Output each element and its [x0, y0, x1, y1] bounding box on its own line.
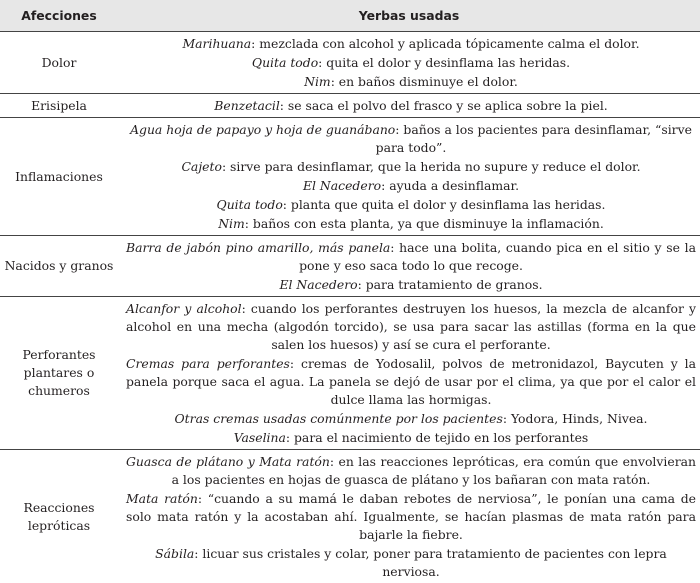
herb-entry — [126, 545, 696, 581]
affection-label: Dolor — [0, 32, 118, 94]
table-row-erisipela — [0, 94, 700, 118]
herb-name: Guasca de plátano y Mata ratón — [126, 454, 330, 469]
header-row — [0, 0, 700, 32]
herb-description: : planta que quita el dolor y desinflama las heridas. — [283, 197, 606, 212]
affection-label: Erisipela — [0, 94, 118, 118]
herb-description: : quita el dolor y desinflama las heridas. — [318, 55, 570, 70]
herb-description: : licuar sus cristales y colar, poner para tratamiento de pacientes con lepra nerviosa. — [194, 546, 667, 579]
affection-label: Reacciones lepróticas — [0, 450, 118, 583]
herb-description: : baños con esta planta, ya que disminuye la inflamación. — [245, 216, 604, 231]
herb-description: : Yodora, Hinds, Nivea. — [503, 411, 648, 426]
herb-entry — [126, 196, 696, 214]
herb-name: Benzetacil — [214, 98, 280, 113]
herbs-cell — [118, 94, 700, 118]
herbs-cell — [118, 236, 700, 297]
herb-entry — [126, 410, 696, 428]
herb-description: : en baños disminuye el dolor. — [331, 74, 518, 89]
table-row-perforantes — [0, 297, 700, 450]
herb-entry — [126, 300, 696, 354]
herb-name: Barra de jabón pino amarillo, más panela — [126, 240, 390, 255]
herb-description: : en las reacciones lepróticas, era común que envolvieran a los pacientes en hojas de guasca de plátano y los bañaran con mata ratón. — [172, 454, 696, 487]
herb-name: Agua hoja de papayo y hoja de guanábano — [130, 122, 395, 137]
herb-description: : hace una bolita, cuando pica en el sitio y se la pone y eso saca todo lo que recoge. — [299, 240, 696, 273]
herb-description: : para el nacimiento de tejido en los perforantes — [286, 430, 588, 445]
herb-entry — [126, 35, 696, 53]
herb-entry — [126, 276, 696, 294]
table-row-dolor — [0, 32, 700, 94]
herb-name: Mata ratón — [126, 491, 198, 506]
herb-name: Cajeto — [181, 159, 221, 174]
herbs-cell — [118, 118, 700, 236]
header-yerbas-usadas: Yerbas usadas — [118, 0, 700, 32]
herb-name: El Nacedero — [279, 277, 357, 292]
herb-name: Sábila — [155, 546, 194, 561]
affection-label: Nacidos y granos — [0, 236, 118, 297]
herb-entry — [126, 239, 696, 275]
herb-name: Alcanfor y alcohol — [126, 301, 242, 316]
table-row-reacciones-lepróticas — [0, 450, 700, 583]
herb-entry — [126, 429, 696, 447]
herb-entry — [126, 215, 696, 233]
herb-description: : “cuando a su mamá le daban rebotes de nerviosa”, le ponían una cama de solo mata ratón y la acostaban ahí. Igualmente, se hacían plasmas de mata ratón para bajarle la fiebre. — [126, 491, 696, 542]
herb-entry — [126, 158, 696, 176]
herb-name: Nim — [304, 74, 331, 89]
herb-name: Vaselina — [234, 430, 286, 445]
herb-description: : se saca el polvo del frasco y se aplica sobre la piel. — [280, 98, 608, 113]
herb-description: : ayuda a desinflamar. — [381, 178, 519, 193]
herb-description: : sirve para desinflamar, que la herida no supure y reduce el dolor. — [222, 159, 641, 174]
table-row-nacidos-y-granos — [0, 236, 700, 297]
herb-description: : para tratamiento de granos. — [358, 277, 543, 292]
herb-name: Marihuana — [182, 36, 251, 51]
herbs-cell — [118, 297, 700, 450]
herb-name: El Nacedero — [303, 178, 381, 193]
herb-name: Quita todo — [252, 55, 318, 70]
herb-entry — [126, 490, 696, 544]
herb-entry — [126, 97, 696, 115]
herbs-cell — [118, 32, 700, 94]
herb-entry — [126, 54, 696, 72]
table-row-inflamaciones — [0, 118, 700, 236]
herb-entry — [126, 453, 696, 489]
herb-description: : mezclada con alcohol y aplicada tópicamente calma el dolor. — [251, 36, 639, 51]
header-afecciones: Afecciones — [0, 0, 118, 32]
herb-entry — [126, 177, 696, 195]
herb-entry — [126, 121, 696, 157]
affection-label: Inflamaciones — [0, 118, 118, 236]
herb-description: : cuando los perforantes destruyen los huesos, la mezcla de alcanfor y alcohol en una mecha (algodón torcido), se usa para sacar las astillas (forma en la que salen los huesos) y así se cura el perforante. — [126, 301, 696, 352]
herb-description: : cremas de Yodosalil, polvos de metronidazol, Baycuten y la panela porque saca el agua. La panela se dejó de usar por el clima, ya que por el calor el dulce llama las hormigas. — [126, 356, 696, 407]
affection-label: Perforantes plantares o chumeros — [0, 297, 118, 450]
herb-entry — [126, 73, 696, 91]
herb-entry — [126, 355, 696, 409]
herb-description: : baños a los pacientes para desinflamar, “sirve para todo”. — [376, 122, 692, 155]
herb-name: Nim — [218, 216, 245, 231]
herb-name: Cremas para perforantes — [126, 356, 290, 371]
herb-name: Quita todo — [217, 197, 283, 212]
herbs-cell — [118, 450, 700, 583]
herb-name: Otras cremas usadas comúnmente por los pacientes — [175, 411, 503, 426]
